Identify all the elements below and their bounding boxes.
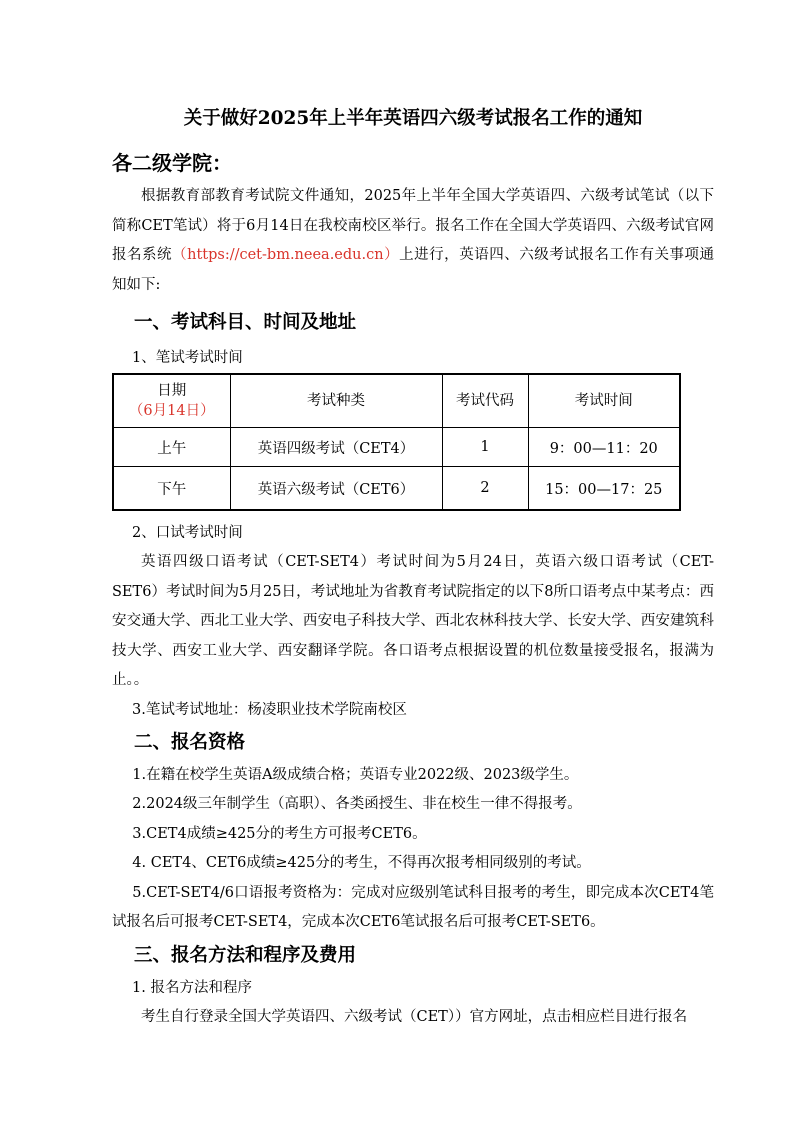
- header-code: 考试代码: [442, 374, 528, 428]
- cell-code: 2: [442, 467, 528, 511]
- salutation: 各二级学院：: [112, 151, 232, 175]
- cell-type: 英语六级考试（CET6）: [230, 467, 442, 511]
- section-heading-1: 一、考试科目、时间及地址: [134, 312, 357, 333]
- eligibility-item: 4. CET4、CET6成绩≥425分的考生，不得再次报考相同级别的考试。: [132, 855, 591, 871]
- eligibility-item: 1.在籍在校学生英语A级成绩合格；英语专业2022级、2023级学生。: [132, 766, 579, 783]
- registration-link[interactable]: （https://cet-bm.neea.edu.cn）: [172, 247, 400, 263]
- cell-period: 上午: [113, 428, 230, 467]
- oral-exam-paragraph: 英语四级口语考试（CET-SET4）考试时间为5月24日，英语六级口语考试（CET-SET6）考试时间为5月25日，考试地址为省教育考试院指定的以下8所口语考点中某考点：西安交通大学、西北工业大学、西安电子科技大学、西北农林科技大学、长安大学、西安建筑科技大学、西安工业大学、西安翻译学院。各口语考点根据设置的机位数量接受报名，报满为止。。: [112, 554, 714, 688]
- cell-period: 下午: [113, 467, 230, 511]
- intro-paragraph: [112, 182, 714, 300]
- exam-schedule-table: [112, 373, 681, 511]
- header-date: [113, 374, 230, 428]
- eligibility-item: 3.CET4成绩≥425分的考生方可报考CET6。: [132, 825, 427, 842]
- cell-time: 9：00—11：20: [528, 428, 680, 467]
- section-heading-3: 三、报名方法和程序及费用: [134, 944, 357, 966]
- intro-text-end: 上进行，英语四、六级考试报名工作有关事项通知如下:: [112, 247, 715, 293]
- header-time: 考试时间: [528, 374, 680, 428]
- method-paragraph: 考生自行登录全国大学英语四、六级考试（CET））官方网址，点击相应栏目进行报名: [141, 1008, 688, 1025]
- section-heading-2: 二、报名资格: [134, 731, 246, 753]
- cell-time: 15：00—17：25: [528, 467, 680, 511]
- cell-type: 英语四级考试（CET4）: [230, 428, 442, 467]
- subheading-oral-time: 2、口试考试时间: [132, 525, 243, 541]
- subheading-written-time: 1、笔试考试时间: [132, 350, 243, 366]
- header-date-label: 日期: [157, 383, 187, 399]
- header-date-note: （6月14日）: [128, 403, 215, 419]
- cell-code: 1: [442, 428, 528, 467]
- table-row: [113, 428, 680, 467]
- eligibility-item: 5.CET-SET4/6口语报考资格为：完成对应级别笔试科目报考的考生，即完成本次CET4笔试报名后可报考CET-SET4，完成本次CET6笔试报名后可报考CET-SET6。: [112, 884, 714, 930]
- document-body: [112, 182, 714, 1032]
- eligibility-item: 2.2024级三年制学生（高职）、各类函授生、非在校生一律不得报考。: [132, 796, 582, 812]
- written-exam-location: 3.笔试考试地址：杨凌职业技术学院南校区: [132, 701, 407, 718]
- subheading-method: 1. 报名方法和程序: [132, 979, 252, 996]
- notice-title: 关于做好2025年上半年英语四六级考试报名工作的通知: [183, 108, 643, 129]
- table-header-row: [113, 374, 680, 428]
- intro-text: 根据教育部教育考试院文件通知，2025年上半年全国大学英语四、六级考试笔试（以下简称CET笔试）将于6月14日在我校南校区举行。报名工作在全国大学英语四、六级考试官网报名系统: [112, 188, 714, 263]
- header-type: 考试种类: [230, 374, 442, 428]
- table-row: [113, 467, 680, 511]
